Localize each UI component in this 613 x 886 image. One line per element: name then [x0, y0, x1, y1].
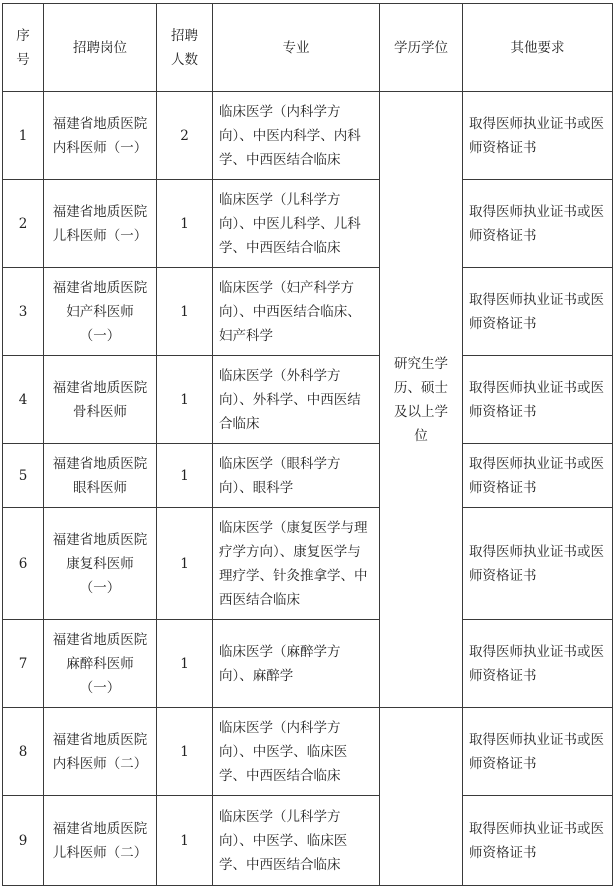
row-major: 临床医学（康复医学与理疗学方向）、康复医学与理疗学、针灸推拿学、中西医结合临床 [213, 508, 380, 620]
row-major: 临床医学（外科学方向）、外科学、中西医结合临床 [213, 356, 380, 444]
degree-merged-cell: 研究生学历、硕士及以上学位 [380, 92, 463, 708]
header-major: 专业 [213, 4, 380, 92]
row-post: 福建省地质医院内科医师（二） [44, 708, 157, 796]
table-row [3, 708, 613, 796]
row-count: 1 [157, 796, 213, 886]
row-count: 1 [157, 508, 213, 620]
header-post: 招聘岗位 [44, 4, 157, 92]
row-no: 3 [3, 268, 44, 356]
row-other: 取得医师执业证书或医师资格证书 [463, 508, 613, 620]
row-post: 福建省地质医院康复科医师（一） [44, 508, 157, 620]
row-no: 6 [3, 508, 44, 620]
row-major: 临床医学（妇产科学方向）、中西医结合临床、妇产科学 [213, 268, 380, 356]
row-major: 临床医学（儿科学方向）、中医儿科学、儿科学、中西医结合临床 [213, 180, 380, 268]
row-no: 8 [3, 708, 44, 796]
row-major: 临床医学（眼科学方向）、眼科学 [213, 444, 380, 508]
row-count: 1 [157, 180, 213, 268]
row-major: 临床医学（内科学方向）、中医学、临床医学、中西医结合临床 [213, 708, 380, 796]
row-count: 1 [157, 708, 213, 796]
table-row [3, 508, 613, 620]
table-row [3, 620, 613, 708]
table-row [3, 356, 613, 444]
header-other: 其他要求 [463, 4, 613, 92]
row-count: 1 [157, 620, 213, 708]
table-row [3, 92, 613, 180]
row-other: 取得医师执业证书或医师资格证书 [463, 268, 613, 356]
row-other: 取得医师执业证书或医师资格证书 [463, 356, 613, 444]
header-degree: 学历学位 [380, 4, 463, 92]
row-no: 2 [3, 180, 44, 268]
row-major: 临床医学（内科学方向）、中医内科学、内科学、中西医结合临床 [213, 92, 380, 180]
row-no: 7 [3, 620, 44, 708]
table-row [3, 796, 613, 886]
row-other: 取得医师执业证书或医师资格证书 [463, 92, 613, 180]
row-no: 4 [3, 356, 44, 444]
row-other: 取得医师执业证书或医师资格证书 [463, 620, 613, 708]
row-no: 9 [3, 796, 44, 886]
table-row [3, 444, 613, 508]
row-count: 1 [157, 268, 213, 356]
row-no: 5 [3, 444, 44, 508]
row-other: 取得医师执业证书或医师资格证书 [463, 180, 613, 268]
header-no: 序号 [3, 4, 44, 92]
table-header-row [3, 4, 613, 92]
row-major: 临床医学（儿科学方向）、中医学、临床医学、中西医结合临床 [213, 796, 380, 886]
row-other: 取得医师执业证书或医师资格证书 [463, 444, 613, 508]
row-count: 1 [157, 356, 213, 444]
row-post: 福建省地质医院妇产科医师（一） [44, 268, 157, 356]
row-post: 福建省地质医院内科医师（一） [44, 92, 157, 180]
row-other: 取得医师执业证书或医师资格证书 [463, 708, 613, 796]
header-count: 招聘人数 [157, 4, 213, 92]
degree-empty-cell [380, 708, 463, 886]
row-post: 福建省地质医院眼科医师 [44, 444, 157, 508]
row-post: 福建省地质医院骨科医师 [44, 356, 157, 444]
row-post: 福建省地质医院麻醉科医师（一） [44, 620, 157, 708]
row-no: 1 [3, 92, 44, 180]
recruitment-table [2, 3, 613, 886]
row-count: 1 [157, 444, 213, 508]
row-count: 2 [157, 92, 213, 180]
row-major: 临床医学（麻醉学方向）、麻醉学 [213, 620, 380, 708]
row-post: 福建省地质医院儿科医师（一） [44, 180, 157, 268]
row-post: 福建省地质医院儿科医师（二） [44, 796, 157, 886]
table-row [3, 268, 613, 356]
table-row [3, 180, 613, 268]
row-other: 取得医师执业证书或医师资格证书 [463, 796, 613, 886]
